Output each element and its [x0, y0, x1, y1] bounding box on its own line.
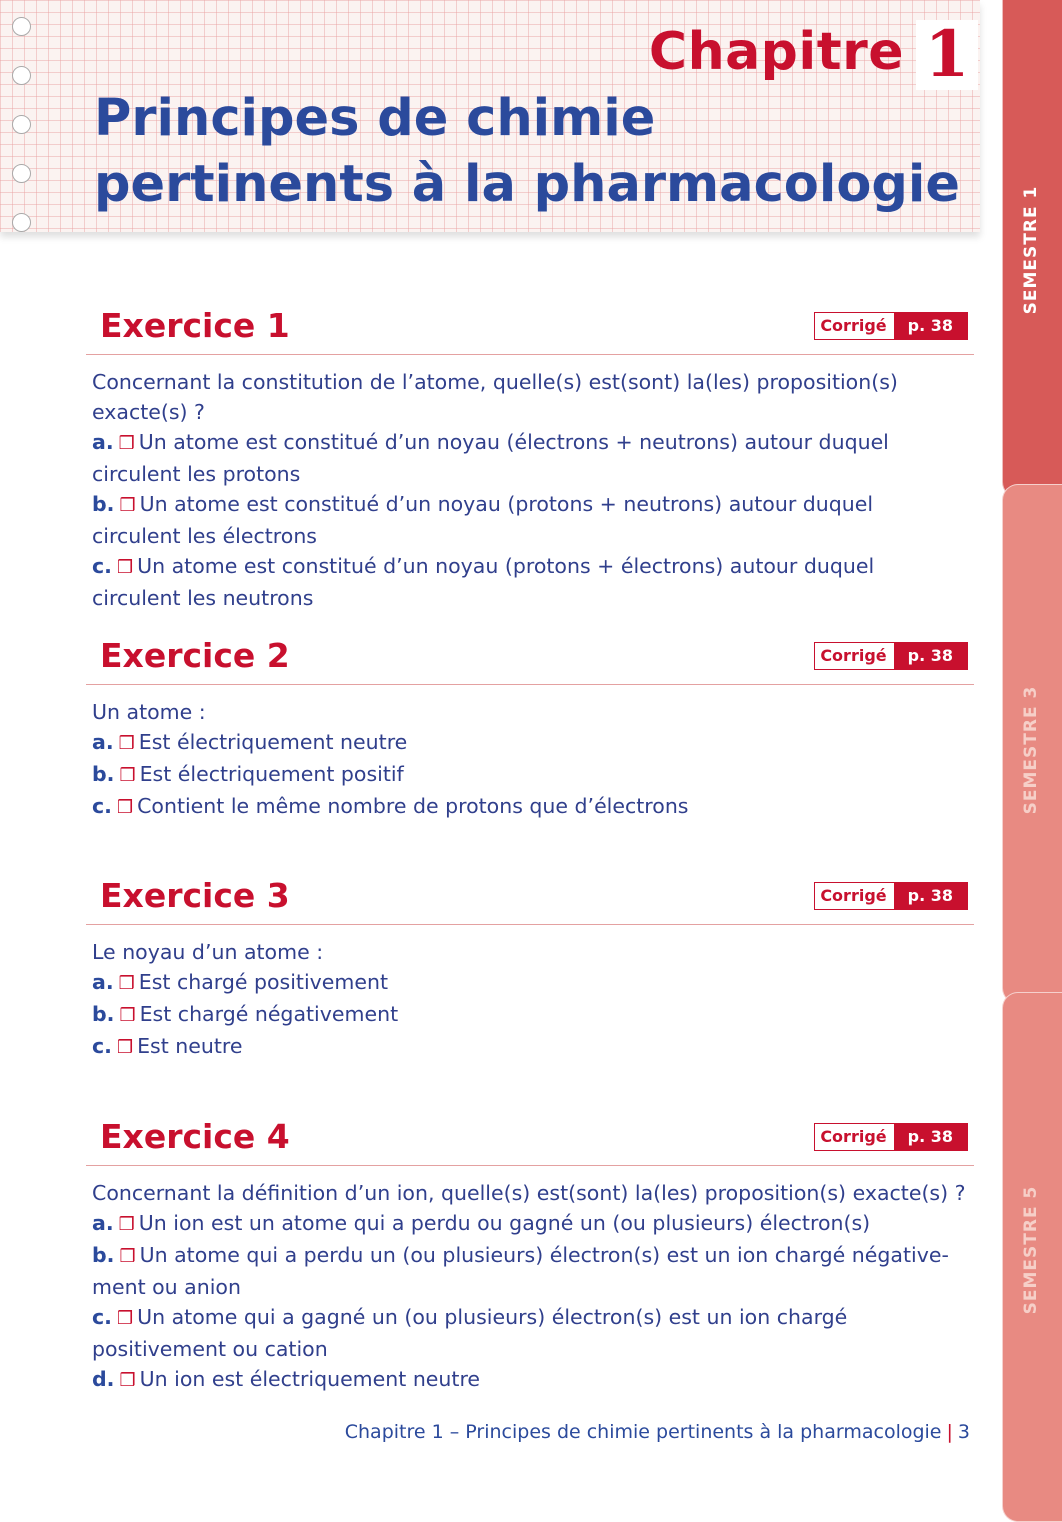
corrige-page: p. 38	[894, 643, 967, 669]
corrige-page: p. 38	[894, 1124, 967, 1150]
exercise-body	[92, 1178, 968, 1396]
checkbox-icon[interactable]: ❒	[119, 1246, 136, 1267]
option-c	[92, 1031, 968, 1063]
option-text: Est chargé négativement	[139, 1002, 399, 1026]
corrige-link[interactable]	[814, 882, 968, 910]
option-a	[92, 1208, 968, 1240]
option-letter: d.	[92, 1367, 115, 1391]
footer-chapter-text: Chapitre 1 – Principes de chimie pertinents à la pharmacologie	[344, 1421, 942, 1443]
option-d	[92, 1364, 968, 1396]
exercise-4	[86, 1113, 974, 1396]
exercise-question: Concernant la définition d’un ion, quelle(s) est(sont) la(les) proposition(s) exacte(s) ?	[92, 1181, 966, 1205]
option-letter: c.	[92, 794, 112, 818]
option-letter: a.	[92, 1211, 114, 1235]
exercise-body	[92, 937, 968, 1063]
corrige-label: Corrigé	[815, 313, 893, 339]
chapter-number: 1	[916, 20, 978, 90]
checkbox-icon[interactable]: ❒	[116, 557, 134, 578]
chapter-label: Chapitre	[648, 22, 904, 82]
exercise-title: Exercice 1	[100, 306, 290, 345]
option-text: Est électriquement neutre	[138, 730, 408, 754]
corrige-link[interactable]	[814, 1123, 968, 1151]
checkbox-icon[interactable]: ❒	[119, 1005, 136, 1026]
corrige-page: p. 38	[894, 883, 967, 909]
exercise-header	[86, 302, 974, 355]
checkbox-icon[interactable]: ❒	[116, 1308, 134, 1329]
corrige-label: Corrigé	[815, 643, 893, 669]
chapter-title-line-2: pertinents à la pharmacologie	[94, 155, 960, 214]
exercise-question: Un atome :	[92, 700, 206, 724]
checkbox-icon[interactable]: ❒	[118, 433, 135, 454]
option-text: Un atome est constitué d’un noyau (électrons + neutrons) autour duquel circulent les protons	[92, 430, 889, 486]
option-letter: a.	[92, 730, 114, 754]
option-text: Est neutre	[137, 1034, 243, 1058]
option-letter: c.	[92, 554, 112, 578]
option-b	[92, 999, 968, 1031]
option-letter: b.	[92, 1002, 115, 1026]
binder-hole-icon	[12, 66, 31, 85]
exercise-2	[86, 632, 974, 823]
footer-separator: |	[946, 1421, 953, 1443]
option-letter: a.	[92, 430, 114, 454]
option-text: Un atome qui a perdu un (ou plusieurs) électron(s) est un ion chargé négative- ment ou anion	[92, 1243, 949, 1299]
option-letter: c.	[92, 1305, 112, 1329]
option-text: Est chargé positivement	[138, 970, 389, 994]
option-letter: b.	[92, 492, 115, 516]
checkbox-icon[interactable]: ❒	[118, 1214, 135, 1235]
option-a	[92, 967, 968, 999]
option-text: Est électriquement positif	[139, 762, 404, 786]
chapter-title	[94, 86, 974, 218]
checkbox-icon[interactable]: ❒	[118, 733, 135, 754]
option-text: Un atome est constitué d’un noyau (protons + électrons) autour duquel circulent les neutrons	[92, 554, 875, 610]
checkbox-icon[interactable]: ❒	[119, 495, 136, 516]
binder-hole-icon	[12, 17, 31, 36]
option-c	[92, 791, 968, 823]
checkbox-icon[interactable]: ❒	[116, 797, 134, 818]
exercise-title: Exercice 4	[100, 1117, 290, 1156]
exercise-1	[86, 302, 974, 613]
option-text: Un atome est constitué d’un noyau (protons + neutrons) autour duquel circulent les électrons	[92, 492, 874, 548]
checkbox-icon[interactable]: ❒	[119, 765, 136, 786]
option-c	[92, 551, 968, 613]
exercise-body	[92, 697, 968, 823]
option-text: Contient le même nombre de protons que d’électrons	[137, 794, 689, 818]
exercise-header	[86, 632, 974, 685]
option-letter: a.	[92, 970, 114, 994]
exercise-title: Exercice 3	[100, 876, 290, 915]
option-letter: c.	[92, 1034, 112, 1058]
option-text: Un atome qui a gagné un (ou plusieurs) électron(s) est un ion chargé positivement ou cation	[92, 1305, 848, 1361]
page-footer	[345, 1419, 970, 1445]
option-b	[92, 759, 968, 791]
binder-hole-icon	[12, 213, 31, 232]
option-c	[92, 1302, 968, 1364]
checkbox-icon[interactable]: ❒	[119, 1370, 136, 1391]
option-a	[92, 427, 968, 489]
exercise-header	[86, 1113, 974, 1166]
option-text: Un ion est électriquement neutre	[139, 1367, 481, 1391]
binder-hole-icon	[12, 115, 31, 134]
exercise-header	[86, 872, 974, 925]
exercise-title: Exercice 2	[100, 636, 290, 675]
checkbox-icon[interactable]: ❒	[116, 1037, 134, 1058]
chapter-title-line-1: Principes de chimie	[94, 89, 656, 148]
chapter-header	[0, 0, 980, 232]
option-letter: b.	[92, 762, 115, 786]
option-a	[92, 727, 968, 759]
corrige-label: Corrigé	[815, 1124, 893, 1150]
exercise-question: Le noyau d’un atome :	[92, 940, 324, 964]
page-number: 3	[957, 1421, 970, 1443]
exercise-3	[86, 872, 974, 1063]
option-letter: b.	[92, 1243, 115, 1267]
corrige-page: p. 38	[894, 313, 967, 339]
option-b	[92, 489, 968, 551]
checkbox-icon[interactable]: ❒	[118, 973, 135, 994]
corrige-link[interactable]	[814, 642, 968, 670]
exercise-question: Concernant la constitution de l’atome, quelle(s) est(sont) la(les) proposition(s) exacte(s) ?	[92, 370, 898, 424]
option-text: Un ion est un atome qui a perdu ou gagné un (ou plusieurs) électron(s)	[138, 1211, 871, 1235]
option-b	[92, 1240, 968, 1302]
corrige-link[interactable]	[814, 312, 968, 340]
corrige-label: Corrigé	[815, 883, 893, 909]
binder-hole-icon	[12, 164, 31, 183]
exercise-body	[92, 367, 968, 613]
